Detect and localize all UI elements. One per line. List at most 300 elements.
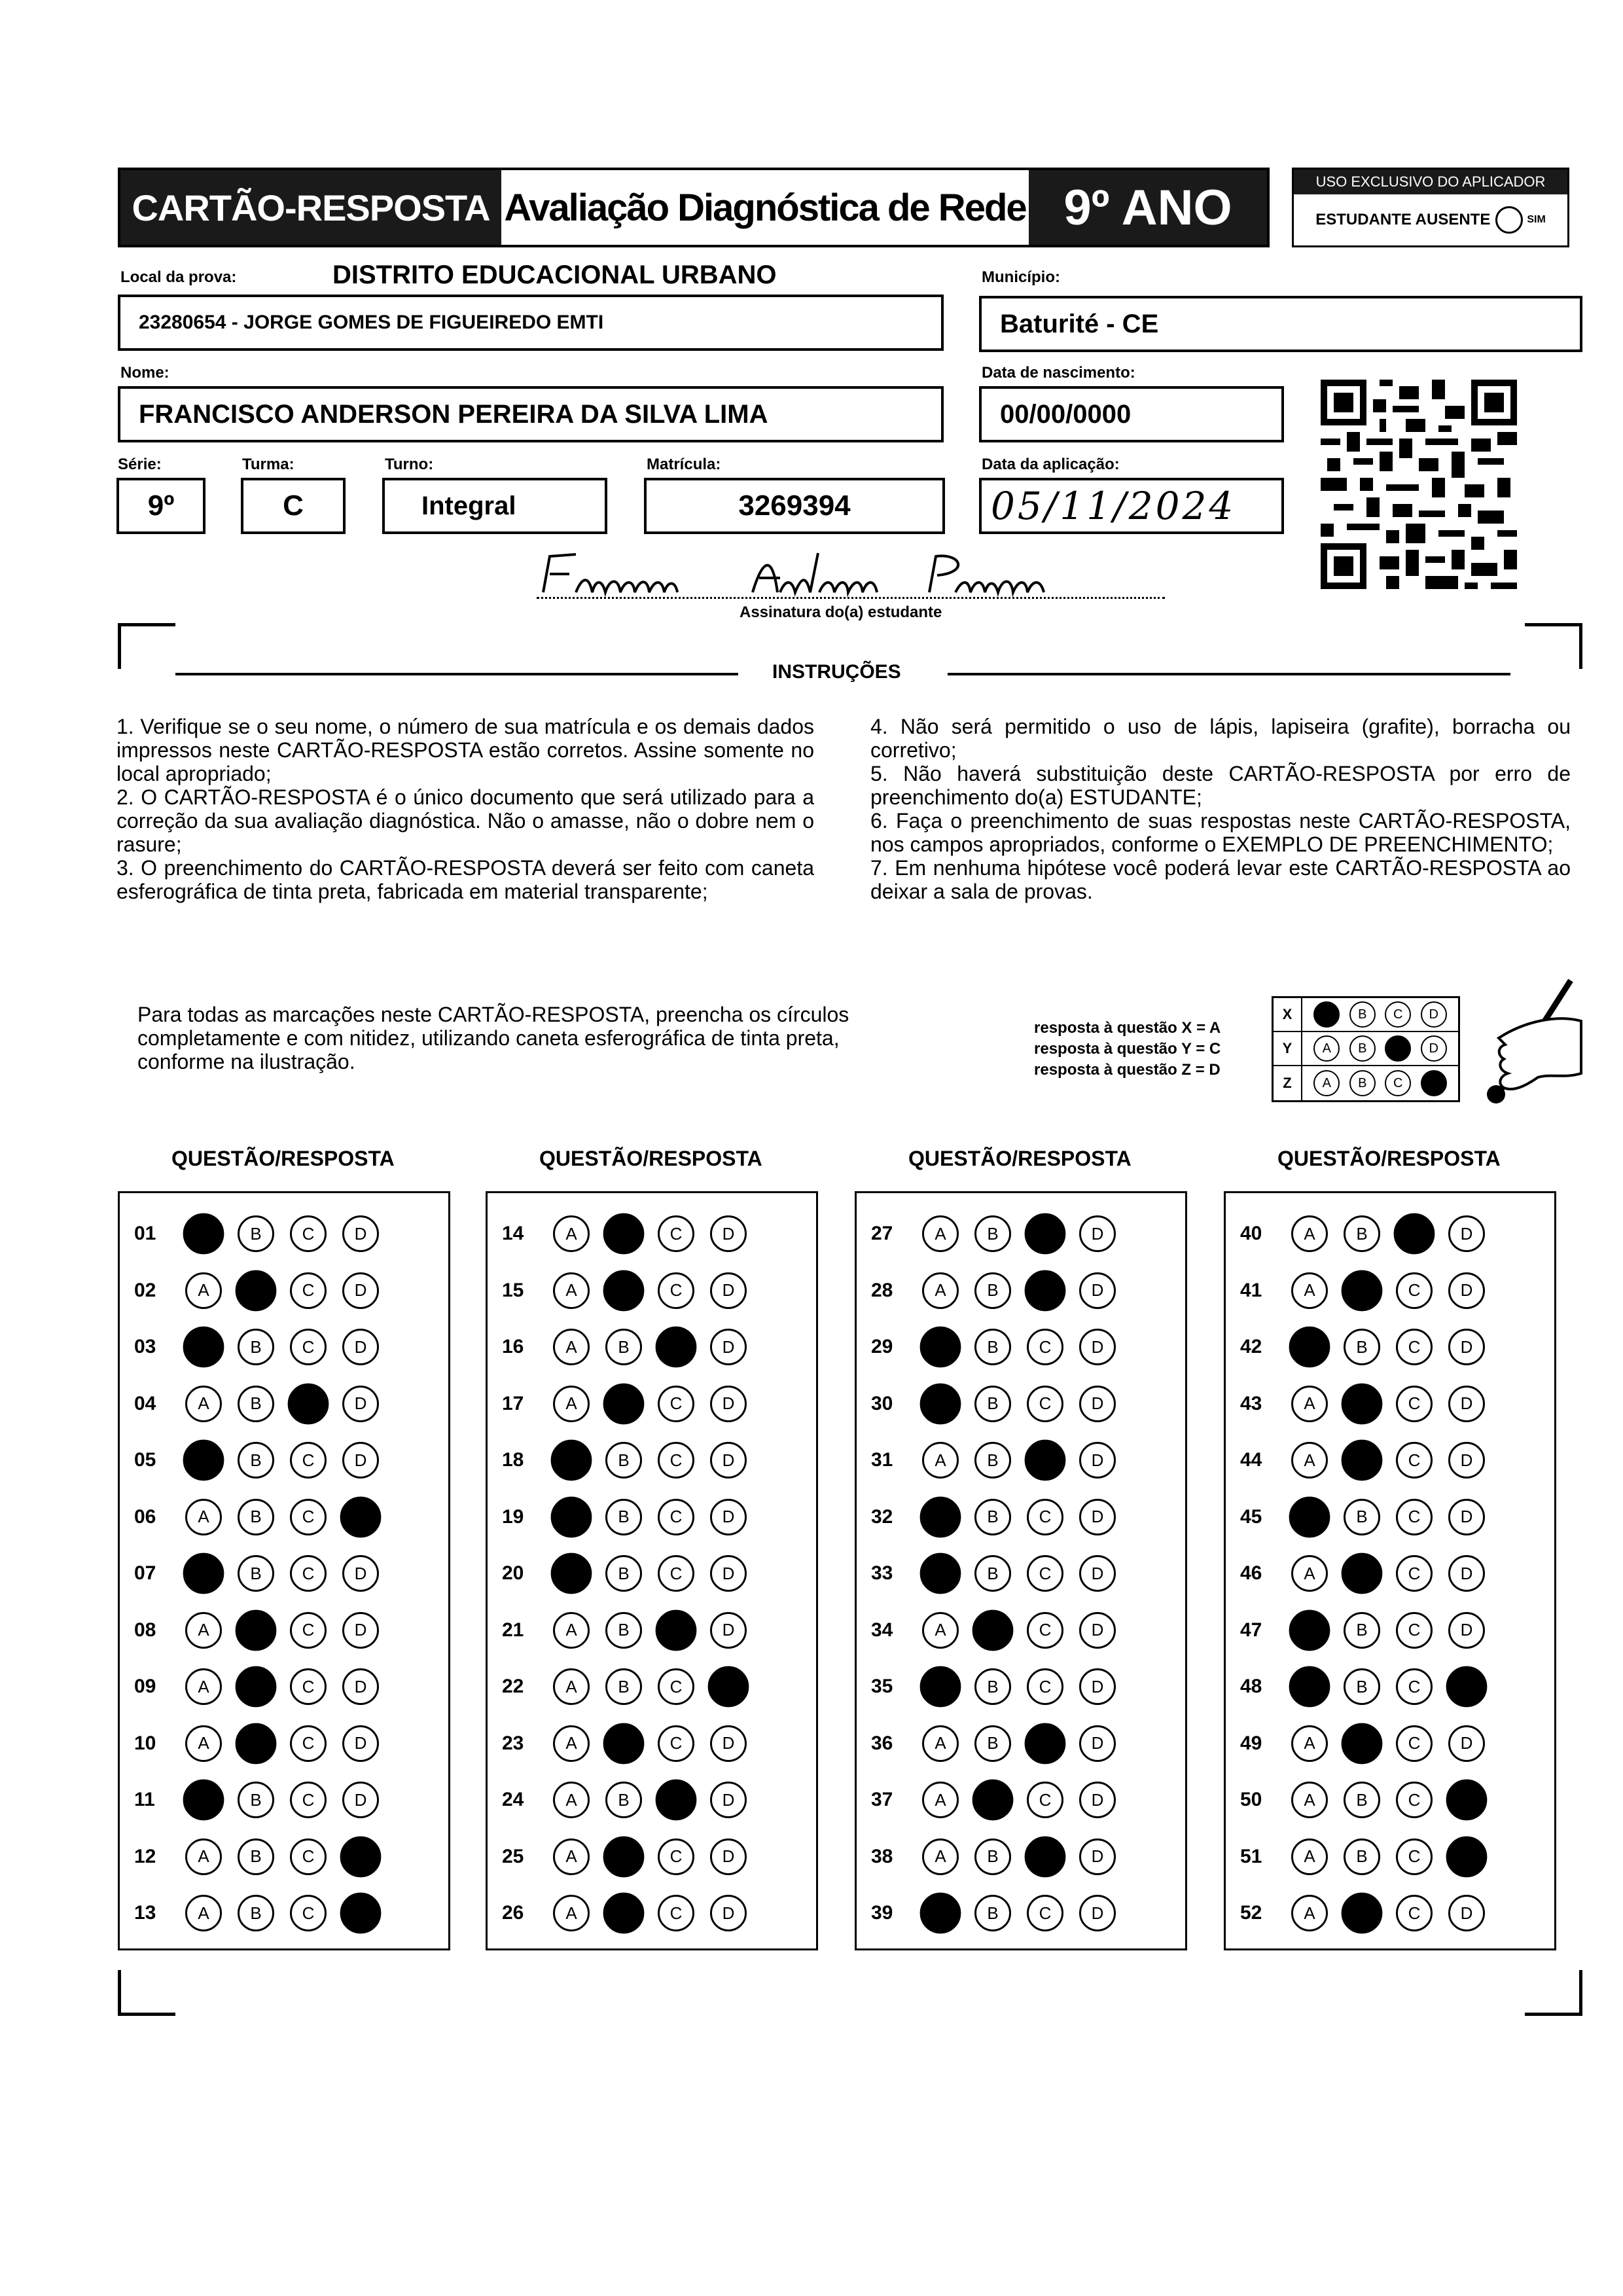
answer-bubble-a[interactable]: A: [553, 1215, 590, 1252]
answer-bubble-c[interactable]: C: [1396, 1442, 1433, 1479]
answer-bubble-a[interactable]: A: [551, 1553, 592, 1594]
answer-bubble-d[interactable]: D: [710, 1612, 747, 1649]
answer-bubble-a[interactable]: A: [1289, 1666, 1330, 1708]
answer-bubble-d[interactable]: D: [1448, 1272, 1485, 1309]
answer-row: [857, 1327, 1132, 1367]
answer-bubble-b[interactable]: B: [1342, 1383, 1383, 1424]
answer-bubble-b[interactable]: B: [1344, 1499, 1380, 1535]
answer-bubble-a[interactable]: A: [1291, 1386, 1328, 1422]
answer-bubble-d[interactable]: D: [710, 1272, 747, 1309]
question-number: 38: [871, 1845, 893, 1867]
answer-bubble-a[interactable]: A: [1291, 1725, 1328, 1762]
answer-row: [857, 1837, 1132, 1876]
answer-bubble-b[interactable]: B: [974, 1555, 1011, 1592]
answer-bubble-d[interactable]: D: [1448, 1442, 1485, 1479]
answer-bubble-d[interactable]: D: [342, 1442, 379, 1479]
answer-row: [488, 1780, 762, 1820]
answer-bubble-b[interactable]: B: [605, 1612, 642, 1649]
answer-column-4: [1224, 1191, 1556, 1950]
answer-bubble-c[interactable]: C: [1025, 1836, 1066, 1877]
answer-bubble-c[interactable]: C: [1396, 1725, 1433, 1762]
answer-bubble-b[interactable]: B: [1342, 1270, 1383, 1311]
question-number: 52: [1240, 1902, 1262, 1924]
answer-row: [488, 1611, 762, 1650]
answer-row: [120, 1667, 395, 1706]
answer-bubble-b[interactable]: B: [605, 1442, 642, 1479]
answer-bubble-d[interactable]: D: [1079, 1386, 1116, 1422]
answer-bubble-b[interactable]: B: [1344, 1215, 1380, 1252]
answer-bubble-d[interactable]: D: [340, 1496, 382, 1537]
legend-item: resposta à questão Y = C: [1034, 1040, 1221, 1058]
answer-bubble-a[interactable]: A: [185, 1668, 222, 1705]
year-label: 9º ANO: [1029, 170, 1267, 245]
answer-bubble-d[interactable]: D: [1079, 1499, 1116, 1535]
answer-bubble-b[interactable]: B: [1342, 1553, 1383, 1594]
answer-bubble-a[interactable]: A: [1291, 1895, 1328, 1931]
answer-bubble-c[interactable]: C: [1027, 1386, 1063, 1422]
answer-bubble-d[interactable]: D: [1079, 1555, 1116, 1592]
answer-bubble-c[interactable]: C: [658, 1215, 694, 1252]
answer-bubble-b[interactable]: B: [238, 1782, 274, 1818]
answer-bubble-c[interactable]: C: [1396, 1386, 1433, 1422]
answer-bubble-a[interactable]: A: [920, 1383, 961, 1424]
absent-checkbox[interactable]: [1495, 206, 1523, 234]
answer-bubble-a[interactable]: A: [551, 1440, 592, 1481]
answer-bubble-d[interactable]: D: [342, 1329, 379, 1365]
evaluation-title: Avaliação Diagnóstica de Rede: [501, 170, 1029, 245]
answer-bubble-b[interactable]: B: [974, 1668, 1011, 1705]
answer-bubble-a[interactable]: A: [183, 1553, 224, 1594]
answer-bubble-d[interactable]: D: [1079, 1215, 1116, 1252]
answer-bubble-b[interactable]: B: [603, 1723, 645, 1764]
answer-bubble-a[interactable]: A: [553, 1329, 590, 1365]
answer-bubble-b[interactable]: B: [236, 1723, 277, 1764]
answer-bubble-c[interactable]: C: [290, 1782, 327, 1818]
answer-bubble-b[interactable]: B: [236, 1666, 277, 1708]
answer-bubble-c[interactable]: C: [1027, 1782, 1063, 1818]
turma-field: C: [241, 478, 346, 534]
answer-bubble-a[interactable]: A: [553, 1386, 590, 1422]
answer-bubble-b[interactable]: B: [603, 1213, 645, 1255]
question-number: 48: [1240, 1676, 1262, 1697]
answer-bubble-d[interactable]: D: [1446, 1836, 1488, 1877]
answer-row: [857, 1780, 1132, 1820]
answer-bubble-d[interactable]: D: [710, 1839, 747, 1875]
answer-bubble-d[interactable]: D: [710, 1782, 747, 1818]
answer-bubble-b[interactable]: B: [974, 1442, 1011, 1479]
question-number: 27: [871, 1223, 893, 1244]
matricula-field: 3269394: [644, 478, 945, 534]
answer-bubble-d[interactable]: D: [1079, 1895, 1116, 1931]
answer-row: [488, 1327, 762, 1367]
answer-bubble-c[interactable]: C: [1396, 1499, 1433, 1535]
answer-bubble-d[interactable]: D: [1448, 1215, 1485, 1252]
answer-bubble-c[interactable]: C: [656, 1780, 697, 1821]
answer-bubble-a[interactable]: A: [922, 1839, 959, 1875]
answer-bubble-b[interactable]: B: [974, 1839, 1011, 1875]
answer-bubble-d[interactable]: D: [342, 1668, 379, 1705]
question-number: 24: [502, 1789, 524, 1810]
question-number: 30: [871, 1392, 893, 1414]
answer-bubble-b[interactable]: B: [1344, 1612, 1380, 1649]
answer-bubble-a[interactable]: A: [553, 1725, 590, 1762]
answer-bubble-d[interactable]: D: [342, 1612, 379, 1649]
answer-bubble-b[interactable]: B: [605, 1555, 642, 1592]
answer-bubble-d[interactable]: D: [710, 1499, 747, 1535]
answer-bubble-d[interactable]: D: [340, 1893, 382, 1934]
question-number: 42: [1240, 1336, 1262, 1357]
answer-bubble-b[interactable]: B: [974, 1272, 1011, 1309]
answer-bubble-a[interactable]: A: [553, 1895, 590, 1931]
answer-bubble-c[interactable]: C: [1025, 1270, 1066, 1311]
answer-bubble-a[interactable]: A: [922, 1612, 959, 1649]
answer-bubble-b[interactable]: B: [974, 1215, 1011, 1252]
answer-bubble-b[interactable]: B: [238, 1499, 274, 1535]
answer-bubble-b[interactable]: B: [974, 1386, 1011, 1422]
answer-bubble-d[interactable]: D: [1446, 1780, 1488, 1821]
answer-row: [488, 1837, 762, 1876]
instruction-item: 4. Não será permitido o uso de lápis, lapiseira (grafite), borracha ou corretivo;: [870, 715, 1571, 762]
answer-bubble-a[interactable]: A: [553, 1839, 590, 1875]
answer-bubble-a[interactable]: A: [1289, 1327, 1330, 1368]
answer-bubble-a[interactable]: A: [1291, 1442, 1328, 1479]
answer-bubble-c[interactable]: C: [1027, 1329, 1063, 1365]
answer-bubble-a[interactable]: A: [922, 1442, 959, 1479]
answer-bubble-a[interactable]: A: [1289, 1496, 1330, 1537]
district: DISTRITO EDUCACIONAL URBANO: [332, 260, 777, 289]
instruction-item: 1. Verifique se o seu nome, o número de sua matrícula e os demais dados impressos neste CARTÃO-RESPOSTA estão corretos. Assine somente no local apropriado;: [116, 715, 814, 785]
answer-bubble-d[interactable]: D: [710, 1725, 747, 1762]
example-bubble: B: [1349, 1001, 1376, 1028]
answer-bubble-c[interactable]: C: [290, 1839, 327, 1875]
answer-bubble-d[interactable]: D: [710, 1442, 747, 1479]
answer-bubble-b[interactable]: B: [974, 1725, 1011, 1762]
answer-row: [488, 1724, 762, 1763]
question-number: 04: [134, 1392, 156, 1414]
answer-bubble-c[interactable]: C: [658, 1895, 694, 1931]
answer-bubble-c[interactable]: C: [658, 1668, 694, 1705]
answer-bubble-c[interactable]: C: [1396, 1895, 1433, 1931]
question-number: 06: [134, 1505, 156, 1528]
answer-bubble-b[interactable]: B: [974, 1499, 1011, 1535]
answer-bubble-c[interactable]: C: [1025, 1723, 1066, 1764]
nascimento-field: 00/00/0000: [979, 386, 1284, 442]
answer-bubble-b[interactable]: B: [605, 1782, 642, 1818]
corner-mark-bottom-right: [1525, 1970, 1582, 2016]
answer-bubble-d[interactable]: D: [342, 1215, 379, 1252]
answer-bubble-b[interactable]: B: [603, 1893, 645, 1934]
answer-bubble-a[interactable]: A: [185, 1386, 222, 1422]
answer-bubble-a[interactable]: A: [551, 1496, 592, 1537]
answer-bubble-d[interactable]: D: [342, 1272, 379, 1309]
answer-bubble-d[interactable]: D: [1079, 1668, 1116, 1705]
answer-bubble-a[interactable]: A: [185, 1272, 222, 1309]
answer-bubble-c[interactable]: C: [1025, 1213, 1066, 1255]
applicator-title: USO EXCLUSIVO DO APLICADOR: [1294, 170, 1567, 194]
answer-bubble-c[interactable]: C: [290, 1499, 327, 1535]
answer-bubble-c[interactable]: C: [1027, 1668, 1063, 1705]
answer-row: [120, 1214, 395, 1253]
answer-row: [857, 1667, 1132, 1706]
answer-bubble-a[interactable]: A: [1291, 1215, 1328, 1252]
answer-bubble-d[interactable]: D: [1448, 1386, 1485, 1422]
answer-bubble-b[interactable]: B: [1344, 1668, 1380, 1705]
question-number: 45: [1240, 1505, 1262, 1528]
answer-row: [1226, 1780, 1501, 1820]
answer-bubble-c[interactable]: C: [290, 1215, 327, 1252]
answer-bubble-b[interactable]: B: [1342, 1893, 1383, 1934]
answer-bubble-c[interactable]: C: [1396, 1272, 1433, 1309]
answer-bubble-a[interactable]: A: [1289, 1609, 1330, 1651]
answer-row: [120, 1780, 395, 1820]
answer-bubble-b[interactable]: B: [238, 1442, 274, 1479]
answer-bubble-c[interactable]: C: [1396, 1782, 1433, 1818]
answer-row: [1226, 1724, 1501, 1763]
turno-field: Integral: [382, 478, 607, 534]
answer-bubble-d[interactable]: D: [1448, 1895, 1485, 1931]
answer-row: [857, 1724, 1132, 1763]
answer-bubble-c[interactable]: C: [1396, 1668, 1433, 1705]
instructions-title: INSTRUÇÕES: [772, 661, 901, 683]
question-number: 07: [134, 1562, 156, 1584]
answer-bubble-c[interactable]: C: [290, 1725, 327, 1762]
answer-bubble-a[interactable]: A: [185, 1499, 222, 1535]
answer-row: [1226, 1498, 1501, 1537]
answer-bubble-d[interactable]: D: [1448, 1725, 1485, 1762]
question-number: 46: [1240, 1562, 1262, 1584]
answer-bubble-d[interactable]: D: [1448, 1555, 1485, 1592]
instruction-item: 6. Faça o preenchimento de suas respostas neste CARTÃO-RESPOSTA, nos campos apropriados, conforme o EXEMPLO DE PREENCHIMENTO;: [870, 809, 1571, 856]
answer-bubble-c[interactable]: C: [658, 1725, 694, 1762]
answer-bubble-a[interactable]: A: [920, 1893, 961, 1934]
answer-bubble-c[interactable]: C: [1027, 1499, 1063, 1535]
header-banner: [118, 168, 1270, 247]
answer-bubble-a[interactable]: A: [922, 1215, 959, 1252]
answer-bubble-b[interactable]: B: [603, 1270, 645, 1311]
answer-bubble-d[interactable]: D: [342, 1555, 379, 1592]
answer-bubble-c[interactable]: C: [1025, 1440, 1066, 1481]
answer-bubble-a[interactable]: A: [185, 1612, 222, 1649]
answer-bubble-d[interactable]: D: [1079, 1612, 1116, 1649]
answer-bubble-c[interactable]: C: [1396, 1839, 1433, 1875]
answer-bubble-c[interactable]: C: [1396, 1555, 1433, 1592]
answer-column-3: [855, 1191, 1187, 1950]
answer-bubble-d[interactable]: D: [710, 1555, 747, 1592]
answer-bubble-c[interactable]: C: [656, 1327, 697, 1368]
answer-bubble-b[interactable]: B: [972, 1609, 1014, 1651]
answer-bubble-c[interactable]: C: [1394, 1213, 1435, 1255]
answer-bubble-a[interactable]: A: [1291, 1839, 1328, 1875]
column-title: QUESTÃO/RESPOSTA: [539, 1147, 762, 1170]
answer-bubble-b[interactable]: B: [236, 1609, 277, 1651]
answer-bubble-b[interactable]: B: [238, 1839, 274, 1875]
question-number: 11: [134, 1789, 155, 1810]
answer-bubble-b[interactable]: B: [974, 1895, 1011, 1931]
answer-bubble-a[interactable]: A: [920, 1553, 961, 1594]
answer-bubble-a[interactable]: A: [553, 1272, 590, 1309]
answer-bubble-d[interactable]: D: [1448, 1499, 1485, 1535]
instruction-item: 3. O preenchimento do CARTÃO-RESPOSTA deverá ser feito com caneta esferográfica de tinta preta, fabricada em material transparente;: [116, 856, 814, 903]
answer-bubble-b[interactable]: B: [238, 1329, 274, 1365]
corner-mark-bottom-left: [118, 1970, 175, 2016]
answer-bubble-c[interactable]: C: [290, 1895, 327, 1931]
answer-row: [120, 1837, 395, 1876]
answer-bubble-a[interactable]: A: [1291, 1782, 1328, 1818]
answer-row: [1226, 1214, 1501, 1253]
answer-bubble-c[interactable]: C: [290, 1668, 327, 1705]
answer-row: [488, 1667, 762, 1706]
answer-bubble-b[interactable]: B: [605, 1668, 642, 1705]
answer-bubble-d[interactable]: D: [1446, 1666, 1488, 1708]
answer-bubble-b[interactable]: B: [238, 1895, 274, 1931]
illustration-text: Para todas as marcações neste CARTÃO-RESPOSTA, preencha os círculos completamente e com nitidez, utilizando caneta esferográfica de tinta preta, conforme na ilustração.: [137, 1003, 849, 1073]
answer-bubble-a[interactable]: A: [553, 1668, 590, 1705]
answer-bubble-b[interactable]: B: [974, 1329, 1011, 1365]
answer-bubble-a[interactable]: A: [553, 1612, 590, 1649]
answer-bubble-d[interactable]: D: [708, 1666, 749, 1708]
answer-bubble-d[interactable]: D: [342, 1386, 379, 1422]
answer-bubble-c[interactable]: C: [658, 1499, 694, 1535]
answer-bubble-d[interactable]: D: [710, 1329, 747, 1365]
column-title: QUESTÃO/RESPOSTA: [1277, 1147, 1501, 1170]
question-number: 19: [502, 1505, 524, 1528]
municipio-label: Município:: [982, 268, 1060, 286]
answer-bubble-a[interactable]: A: [185, 1895, 222, 1931]
question-number: 26: [502, 1902, 524, 1924]
answer-bubble-c[interactable]: C: [1027, 1895, 1063, 1931]
answer-bubble-a[interactable]: A: [185, 1725, 222, 1762]
answer-bubble-b[interactable]: B: [1342, 1440, 1383, 1481]
answer-bubble-d[interactable]: D: [1079, 1442, 1116, 1479]
question-number: 33: [871, 1562, 893, 1584]
serie-label: Série:: [118, 456, 162, 473]
question-number: 37: [871, 1789, 893, 1810]
question-number: 43: [1240, 1392, 1262, 1414]
answer-bubble-d[interactable]: D: [1079, 1839, 1116, 1875]
turno-label: Turno:: [385, 456, 434, 473]
answer-bubble-a[interactable]: A: [922, 1725, 959, 1762]
answer-bubble-d[interactable]: D: [710, 1386, 747, 1422]
answer-bubble-c[interactable]: C: [658, 1555, 694, 1592]
example-bubble: B: [1349, 1035, 1376, 1062]
answer-bubble-d[interactable]: D: [1079, 1329, 1116, 1365]
answer-bubble-c[interactable]: C: [658, 1839, 694, 1875]
answer-bubble-a[interactable]: A: [1291, 1555, 1328, 1592]
answer-bubble-d[interactable]: D: [340, 1836, 382, 1877]
answer-row: [857, 1441, 1132, 1480]
answer-bubble-b[interactable]: B: [238, 1215, 274, 1252]
answer-bubble-a[interactable]: A: [922, 1272, 959, 1309]
nome-label: Nome:: [120, 364, 169, 382]
signature-line: [537, 597, 1165, 599]
example-bubble: A: [1313, 1070, 1340, 1096]
answer-bubble-c[interactable]: C: [290, 1329, 327, 1365]
answer-bubble-b[interactable]: B: [1344, 1329, 1380, 1365]
answer-bubble-a[interactable]: A: [920, 1666, 961, 1708]
answer-bubble-a[interactable]: A: [922, 1782, 959, 1818]
aplicacao-label: Data da aplicação:: [982, 456, 1120, 473]
answer-bubble-c[interactable]: C: [658, 1442, 694, 1479]
answer-bubble-a[interactable]: A: [920, 1496, 961, 1537]
answer-bubble-d[interactable]: D: [342, 1782, 379, 1818]
question-number: 08: [134, 1619, 156, 1641]
answer-bubble-b[interactable]: B: [603, 1383, 645, 1424]
question-number: 36: [871, 1732, 893, 1754]
example-key: Y: [1274, 1032, 1302, 1065]
answer-bubble-c[interactable]: C: [290, 1442, 327, 1479]
question-number: 49: [1240, 1732, 1262, 1754]
answer-bubble-c[interactable]: C: [658, 1272, 694, 1309]
matricula-label: Matrícula:: [647, 456, 721, 473]
answer-bubble-a[interactable]: A: [183, 1780, 224, 1821]
answer-bubble-d[interactable]: D: [1079, 1782, 1116, 1818]
answer-bubble-c[interactable]: C: [656, 1609, 697, 1651]
answer-bubble-d[interactable]: D: [342, 1725, 379, 1762]
answer-bubble-b[interactable]: B: [1344, 1839, 1380, 1875]
student-signature: [537, 547, 1165, 599]
question-number: 13: [134, 1902, 156, 1924]
instructions-right: [870, 715, 1571, 903]
answer-bubble-d[interactable]: D: [1079, 1725, 1116, 1762]
answer-bubble-b[interactable]: B: [238, 1555, 274, 1592]
answer-bubble-b[interactable]: B: [972, 1780, 1014, 1821]
answer-bubble-a[interactable]: A: [183, 1327, 224, 1368]
answer-bubble-a[interactable]: A: [1291, 1272, 1328, 1309]
example-legend: [1034, 1018, 1221, 1081]
answer-bubble-c[interactable]: C: [1027, 1612, 1063, 1649]
question-number: 51: [1240, 1845, 1262, 1867]
answer-bubble-b[interactable]: B: [1342, 1723, 1383, 1764]
answer-row: [1226, 1611, 1501, 1650]
answer-bubble-a[interactable]: A: [183, 1440, 224, 1481]
answer-row: [488, 1384, 762, 1424]
answer-bubble-a[interactable]: A: [553, 1782, 590, 1818]
answer-bubble-a[interactable]: A: [920, 1327, 961, 1368]
instructions-left: [116, 715, 814, 903]
answer-bubble-b[interactable]: B: [605, 1329, 642, 1365]
answer-row: [1226, 1441, 1501, 1480]
question-number: 32: [871, 1505, 893, 1528]
answer-bubble-c[interactable]: C: [290, 1555, 327, 1592]
answer-bubble-a[interactable]: A: [183, 1213, 224, 1255]
hand-with-pen-icon: [1427, 975, 1584, 1113]
answer-bubble-d[interactable]: D: [1448, 1329, 1485, 1365]
answer-bubble-c[interactable]: C: [290, 1272, 327, 1309]
answer-bubble-c[interactable]: C: [1396, 1329, 1433, 1365]
answer-bubble-d[interactable]: D: [710, 1895, 747, 1931]
answer-bubble-c[interactable]: C: [1027, 1555, 1063, 1592]
answer-bubble-c[interactable]: C: [288, 1383, 329, 1424]
answer-bubble-b[interactable]: B: [1344, 1782, 1380, 1818]
question-number: 47: [1240, 1619, 1262, 1641]
answer-bubble-d[interactable]: D: [710, 1215, 747, 1252]
answer-bubble-c[interactable]: C: [658, 1386, 694, 1422]
answer-row: [857, 1498, 1132, 1537]
absent-label: ESTUDANTE AUSENTE: [1315, 211, 1491, 228]
answer-bubble-d[interactable]: D: [1079, 1272, 1116, 1309]
answer-bubble-b[interactable]: B: [603, 1836, 645, 1877]
answer-bubble-b[interactable]: B: [236, 1270, 277, 1311]
answer-bubble-d[interactable]: D: [1448, 1612, 1485, 1649]
answer-bubble-c[interactable]: C: [290, 1612, 327, 1649]
answer-bubble-c[interactable]: C: [1396, 1612, 1433, 1649]
answer-bubble-b[interactable]: B: [238, 1386, 274, 1422]
answer-column-2: [486, 1191, 818, 1950]
answer-bubble-b[interactable]: B: [605, 1499, 642, 1535]
question-number: 25: [502, 1845, 524, 1867]
answer-row: [1226, 1554, 1501, 1593]
answer-bubble-a[interactable]: A: [185, 1839, 222, 1875]
